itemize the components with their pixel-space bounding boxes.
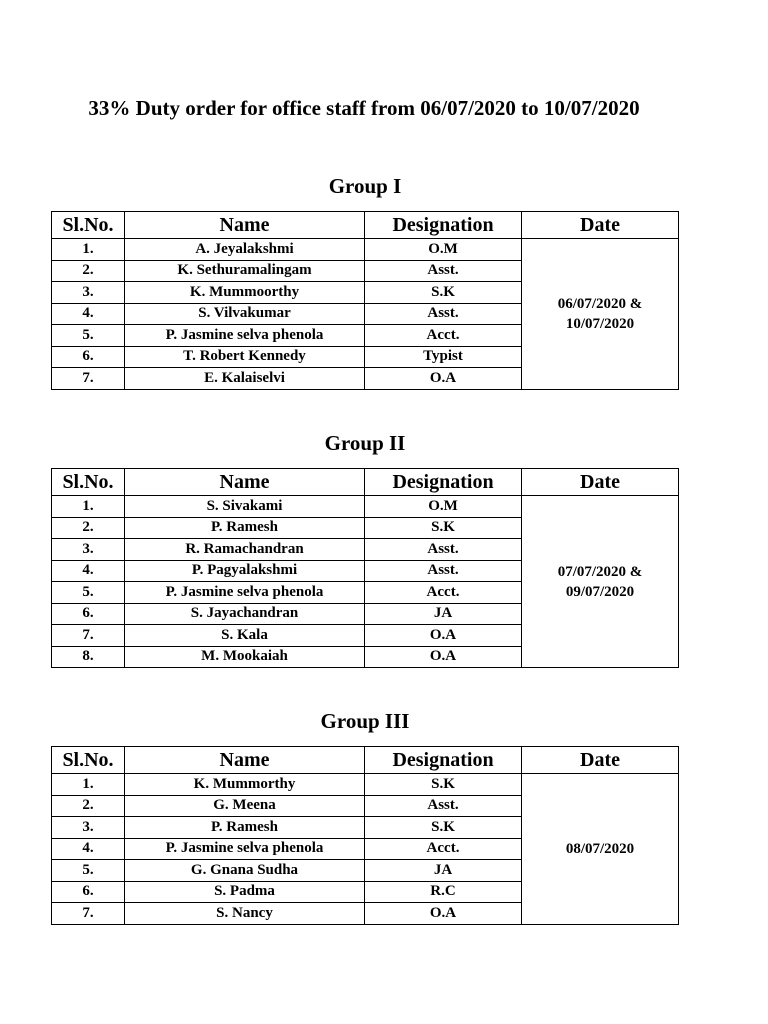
name-cell: S. Jayachandran — [125, 603, 365, 625]
serial-number-cell: 3. — [52, 282, 125, 304]
name-cell: E. Kalaiselvi — [125, 368, 365, 390]
designation-cell: Asst. — [365, 303, 522, 325]
header-date: Date — [522, 212, 679, 239]
name-cell: K. Mummoorthy — [125, 282, 365, 304]
designation-cell: R.C — [365, 881, 522, 903]
group-heading: Group I — [328, 174, 402, 198]
name-cell: P. Pagyalakshmi — [125, 560, 365, 582]
designation-cell: Asst. — [365, 260, 522, 282]
group-heading: Group III — [320, 709, 410, 733]
designation-cell: JA — [365, 603, 522, 625]
table-header-row — [52, 212, 679, 239]
header-sl-no: Sl.No. — [52, 469, 125, 496]
name-cell: P. Jasmine selva phenola — [125, 582, 365, 604]
serial-number-cell: 6. — [52, 881, 125, 903]
name-cell: A. Jeyalakshmi — [125, 239, 365, 261]
table-row — [52, 239, 679, 261]
name-cell: P. Jasmine selva phenola — [125, 325, 365, 347]
designation-cell: Asst. — [365, 795, 522, 817]
header-designation: Designation — [365, 212, 522, 239]
designation-cell: O.M — [365, 496, 522, 518]
serial-number-cell: 2. — [52, 260, 125, 282]
serial-number-cell: 4. — [52, 303, 125, 325]
date-line: 07/07/2020 & — [557, 563, 643, 580]
serial-number-cell: 2. — [52, 517, 125, 539]
name-cell: S. Vilvakumar — [125, 303, 365, 325]
serial-number-cell: 4. — [52, 838, 125, 860]
name-cell: T. Robert Kennedy — [125, 346, 365, 368]
serial-number-cell: 1. — [52, 774, 125, 796]
designation-cell: O.M — [365, 239, 522, 261]
designation-cell: Asst. — [365, 539, 522, 561]
name-cell: S. Sivakami — [125, 496, 365, 518]
serial-number-cell: 3. — [52, 539, 125, 561]
table-header-row — [52, 469, 679, 496]
serial-number-cell: 8. — [52, 646, 125, 668]
serial-number-cell: 5. — [52, 325, 125, 347]
header-name: Name — [125, 469, 365, 496]
name-cell: R. Ramachandran — [125, 539, 365, 561]
designation-cell: Asst. — [365, 560, 522, 582]
table-header-row — [52, 747, 679, 774]
designation-cell: S.K — [365, 282, 522, 304]
group-heading: Group II — [324, 431, 406, 455]
designation-cell: O.A — [365, 903, 522, 925]
name-cell: K. Sethuramalingam — [125, 260, 365, 282]
serial-number-cell: 1. — [52, 496, 125, 518]
date-cell — [522, 496, 679, 668]
designation-cell: S.K — [365, 517, 522, 539]
designation-cell: Acct. — [365, 325, 522, 347]
document-title: 33% Duty order for office staff from 06/07/2020 to 10/07/2020 — [88, 96, 640, 120]
header-sl-no: Sl.No. — [52, 212, 125, 239]
designation-cell: Typist — [365, 346, 522, 368]
serial-number-cell: 5. — [52, 582, 125, 604]
serial-number-cell: 3. — [52, 817, 125, 839]
name-cell: G. Gnana Sudha — [125, 860, 365, 882]
serial-number-cell: 6. — [52, 603, 125, 625]
name-cell: P. Ramesh — [125, 517, 365, 539]
header-designation: Designation — [365, 747, 522, 774]
designation-cell: O.A — [365, 646, 522, 668]
duty-table — [51, 746, 679, 925]
name-cell: S. Nancy — [125, 903, 365, 925]
date-line: 08/07/2020 — [565, 840, 635, 857]
header-name: Name — [125, 747, 365, 774]
name-cell: P. Ramesh — [125, 817, 365, 839]
date-line: 10/07/2020 — [565, 315, 635, 332]
date-line: 09/07/2020 — [565, 583, 635, 600]
name-cell: S. Padma — [125, 881, 365, 903]
header-date: Date — [522, 469, 679, 496]
designation-cell: JA — [365, 860, 522, 882]
serial-number-cell: 7. — [52, 368, 125, 390]
header-date: Date — [522, 747, 679, 774]
header-designation: Designation — [365, 469, 522, 496]
header-name: Name — [125, 212, 365, 239]
name-cell: S. Kala — [125, 625, 365, 647]
designation-cell: Acct. — [365, 582, 522, 604]
designation-cell: S.K — [365, 774, 522, 796]
duty-table — [51, 211, 679, 390]
designation-cell: O.A — [365, 368, 522, 390]
designation-cell: S.K — [365, 817, 522, 839]
serial-number-cell: 4. — [52, 560, 125, 582]
serial-number-cell: 5. — [52, 860, 125, 882]
table-row — [52, 774, 679, 796]
header-sl-no: Sl.No. — [52, 747, 125, 774]
designation-cell: O.A — [365, 625, 522, 647]
serial-number-cell: 7. — [52, 903, 125, 925]
name-cell: M. Mookaiah — [125, 646, 365, 668]
serial-number-cell: 2. — [52, 795, 125, 817]
date-cell — [522, 774, 679, 925]
name-cell: K. Mummorthy — [125, 774, 365, 796]
serial-number-cell: 6. — [52, 346, 125, 368]
serial-number-cell: 1. — [52, 239, 125, 261]
date-cell — [522, 239, 679, 390]
designation-cell: Acct. — [365, 838, 522, 860]
table-row — [52, 496, 679, 518]
duty-table — [51, 468, 679, 668]
name-cell: G. Meena — [125, 795, 365, 817]
name-cell: P. Jasmine selva phenola — [125, 838, 365, 860]
serial-number-cell: 7. — [52, 625, 125, 647]
date-line: 06/07/2020 & — [557, 295, 643, 312]
